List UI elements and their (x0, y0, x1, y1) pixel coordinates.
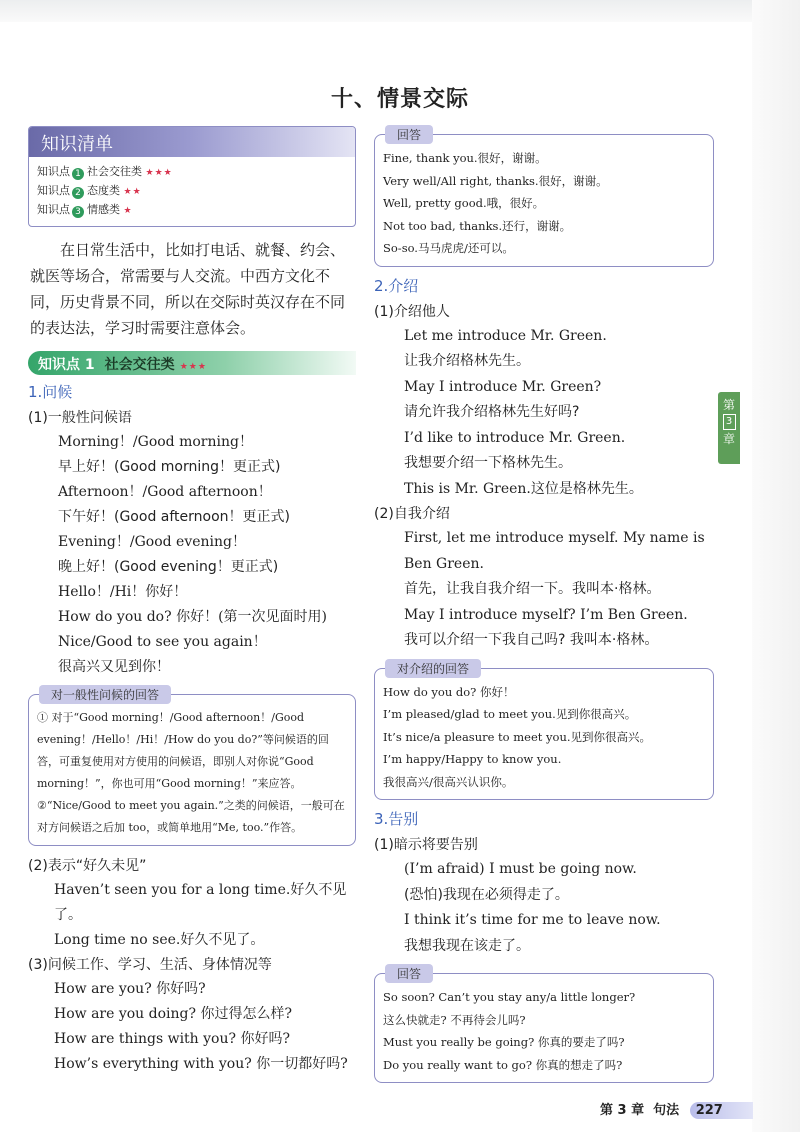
example-line: May I introduce Mr. Green? (404, 378, 602, 395)
answer-label: 回答 (385, 964, 433, 983)
knowledge-number: 1 (72, 168, 84, 180)
knowledge-prefix: 知识点 (37, 165, 70, 178)
example-line: How are things with you? 你好吗? (54, 1031, 290, 1047)
knowledge-number: 2 (72, 187, 84, 199)
answer-label: 回答 (385, 125, 433, 144)
knowledge-name: 情感类 (87, 203, 120, 216)
knowledge-point-bar (28, 351, 356, 375)
example-line: 首先，让我自我介绍一下。我叫本·格林。 (404, 581, 661, 597)
subsection-heading: (1)介绍他人 (374, 303, 450, 320)
section-heading: 3.告别 (374, 810, 419, 828)
example-line: Nice/Good to see you again！ (58, 634, 267, 650)
example-line: How are you? 你好吗? (54, 981, 206, 997)
page-footer (600, 1099, 753, 1119)
star-rating: ★★★ (145, 168, 173, 178)
example-line: 我想我现在该走了。 (404, 937, 530, 954)
answer-line: Do you really want to go? 你真的想走了吗? (383, 1057, 623, 1072)
example-line: 让我介绍格林先生。 (404, 353, 530, 369)
knowledge-name: 社会交往类 (87, 165, 142, 178)
example-line: Long time no see.好久不见了。 (54, 932, 265, 948)
knowledge-point-name: 社会交往类 (104, 357, 175, 373)
example-line: I’d like to introduce Mr. Green. (404, 429, 626, 446)
knowledge-point-tag: 知识点 1 (38, 357, 95, 373)
page-right-edge (752, 0, 800, 1132)
example-line: 我想要介绍一下格林先生。 (404, 455, 572, 471)
intro-answer-box (374, 661, 714, 801)
greeting-answer-note (28, 688, 356, 846)
page-title: 十、情景交际 (330, 87, 469, 112)
answer-line: I’m pleased/glad to meet you.见到你很高兴。 (383, 707, 637, 721)
example-line: May I introduce myself? I’m Ben Green. (404, 606, 688, 623)
right-column (374, 126, 714, 1091)
left-column (28, 126, 356, 1077)
example-line: (恐怕)我现在必须得走了。 (404, 886, 569, 903)
answer-line: It’s nice/a pleasure to meet you.见到你很高兴。 (383, 729, 652, 744)
example-line: Morning！/Good morning！ (58, 434, 253, 450)
answer-line: How do you do? 你好！ (383, 684, 515, 699)
answer-line: So soon? Can’t you stay any/a little longer? (383, 990, 636, 1004)
answer-line: Fine, thank you.很好，谢谢。 (383, 151, 547, 165)
chapter-side-tab (718, 392, 740, 464)
note-paragraph: ① 对于“Good morning！/Good afternoon！/Good evening！/Hello！/Hi！/How do you do?”等问候语的回答，可重复使用对方使用的问候语，即别人对你说“Good morning！”，你也可用“Good morning！”来应答。 (37, 711, 329, 790)
answer-box (374, 128, 714, 267)
example-line: 很高兴又见到你！ (58, 659, 170, 675)
farewell-answer-box (374, 967, 714, 1083)
example-line: Evening！/Good evening！ (58, 534, 247, 550)
example-line: (I’m afraid) I must be going now. (404, 861, 637, 877)
example-line: Hello！/Hi！你好！ (58, 584, 188, 600)
example-line: 早上好！(Good morning！更正式) (58, 459, 281, 475)
star-rating: ★★★ (179, 362, 207, 372)
footer-chapter: 第 3 章 (600, 1103, 645, 1118)
example-line: Afternoon！/Good afternoon！ (58, 484, 272, 500)
subsection-heading: (1)暗示将要告别 (374, 837, 478, 853)
side-tab-top: 第 (722, 398, 735, 412)
example-line: 我可以介绍一下我自己吗? 我叫本·格林。 (404, 632, 659, 648)
answer-line: 我很高兴/很高兴认识你。 (383, 774, 514, 789)
page-top-edge (0, 0, 800, 22)
page-number: 227 (690, 1102, 753, 1119)
answer-line: So-so.马马虎虎/还可以。 (383, 241, 514, 255)
answer-line: Very well/All right, thanks.很好，谢谢。 (383, 173, 608, 188)
note-label: 对一般性问候的回答 (39, 685, 171, 704)
example-line: Let me introduce Mr. Green. (404, 327, 607, 344)
intro-paragraph: 在日常生活中，比如打电话、就餐、约会、就医等场合，常需要与人交流。中西方文化不同，历史背景不同，所以在交际时英汉存在不同的表达法，学习时需要注意体会。 (30, 241, 346, 337)
side-tab-number: 3 (723, 414, 736, 430)
example-line: Haven’t seen you for a long time.好久不见了。 (54, 882, 347, 923)
star-rating: ★ (123, 206, 133, 216)
subsection-heading: (1)一般性问候语 (28, 410, 132, 426)
knowledge-item (37, 182, 347, 201)
example-line: 下午好！(Good afternoon！更正式) (58, 509, 290, 525)
subsection-heading: (2)自我介绍 (374, 506, 450, 522)
answer-line: 这么快就走? 不再待会儿吗? (383, 1012, 526, 1027)
knowledge-prefix: 知识点 (37, 184, 70, 197)
note-paragraph: ②“Nice/Good to meet you again.”之类的问候语，一般可在对方问候语之后加 too，或简单地用“Me, too.”作答。 (37, 799, 345, 834)
knowledge-prefix: 知识点 (37, 203, 70, 216)
knowledge-list-header: 知识清单 (29, 127, 355, 157)
example-line: First, let me introduce myself. My name is Ben Green. (404, 530, 705, 572)
subsection-heading: (2)表示“好久未见” (28, 858, 147, 874)
answer-line: Must you really be going? 你真的要走了吗? (383, 1035, 625, 1049)
side-tab-bottom: 章 (722, 432, 735, 446)
star-rating: ★★ (123, 187, 142, 197)
answer-line: I’m happy/Happy to know you. (383, 752, 562, 766)
knowledge-list-box (28, 126, 356, 227)
section-heading: 1.问候 (28, 383, 73, 401)
example-line: How’s everything with you? 你一切都好吗? (54, 1056, 348, 1072)
knowledge-name: 态度类 (87, 184, 120, 197)
knowledge-list-body (29, 157, 355, 226)
answer-line: Not too bad, thanks.还行，谢谢。 (383, 218, 572, 233)
answer-line: Well, pretty good.哦，很好。 (383, 196, 545, 210)
subsection-heading: (3)问候工作、学习、生活、身体情况等 (28, 957, 272, 973)
answer-label: 对介绍的回答 (385, 659, 481, 678)
knowledge-item (37, 163, 347, 182)
section-heading: 2.介绍 (374, 276, 419, 295)
example-line: I think it’s time for me to leave now. (404, 912, 661, 928)
knowledge-item (37, 201, 347, 220)
example-line: 请允许我介绍格林先生好吗? (404, 404, 580, 420)
example-line: How are you doing? 你过得怎么样? (54, 1006, 292, 1022)
knowledge-number: 3 (72, 206, 84, 218)
example-line: This is Mr. Green.这位是格林先生。 (404, 480, 643, 497)
footer-section: 句法 (653, 1103, 680, 1118)
example-line: How do you do? 你好！(第一次见面时用) (58, 609, 327, 625)
example-line: 晚上好！(Good evening！更正式) (58, 559, 279, 575)
